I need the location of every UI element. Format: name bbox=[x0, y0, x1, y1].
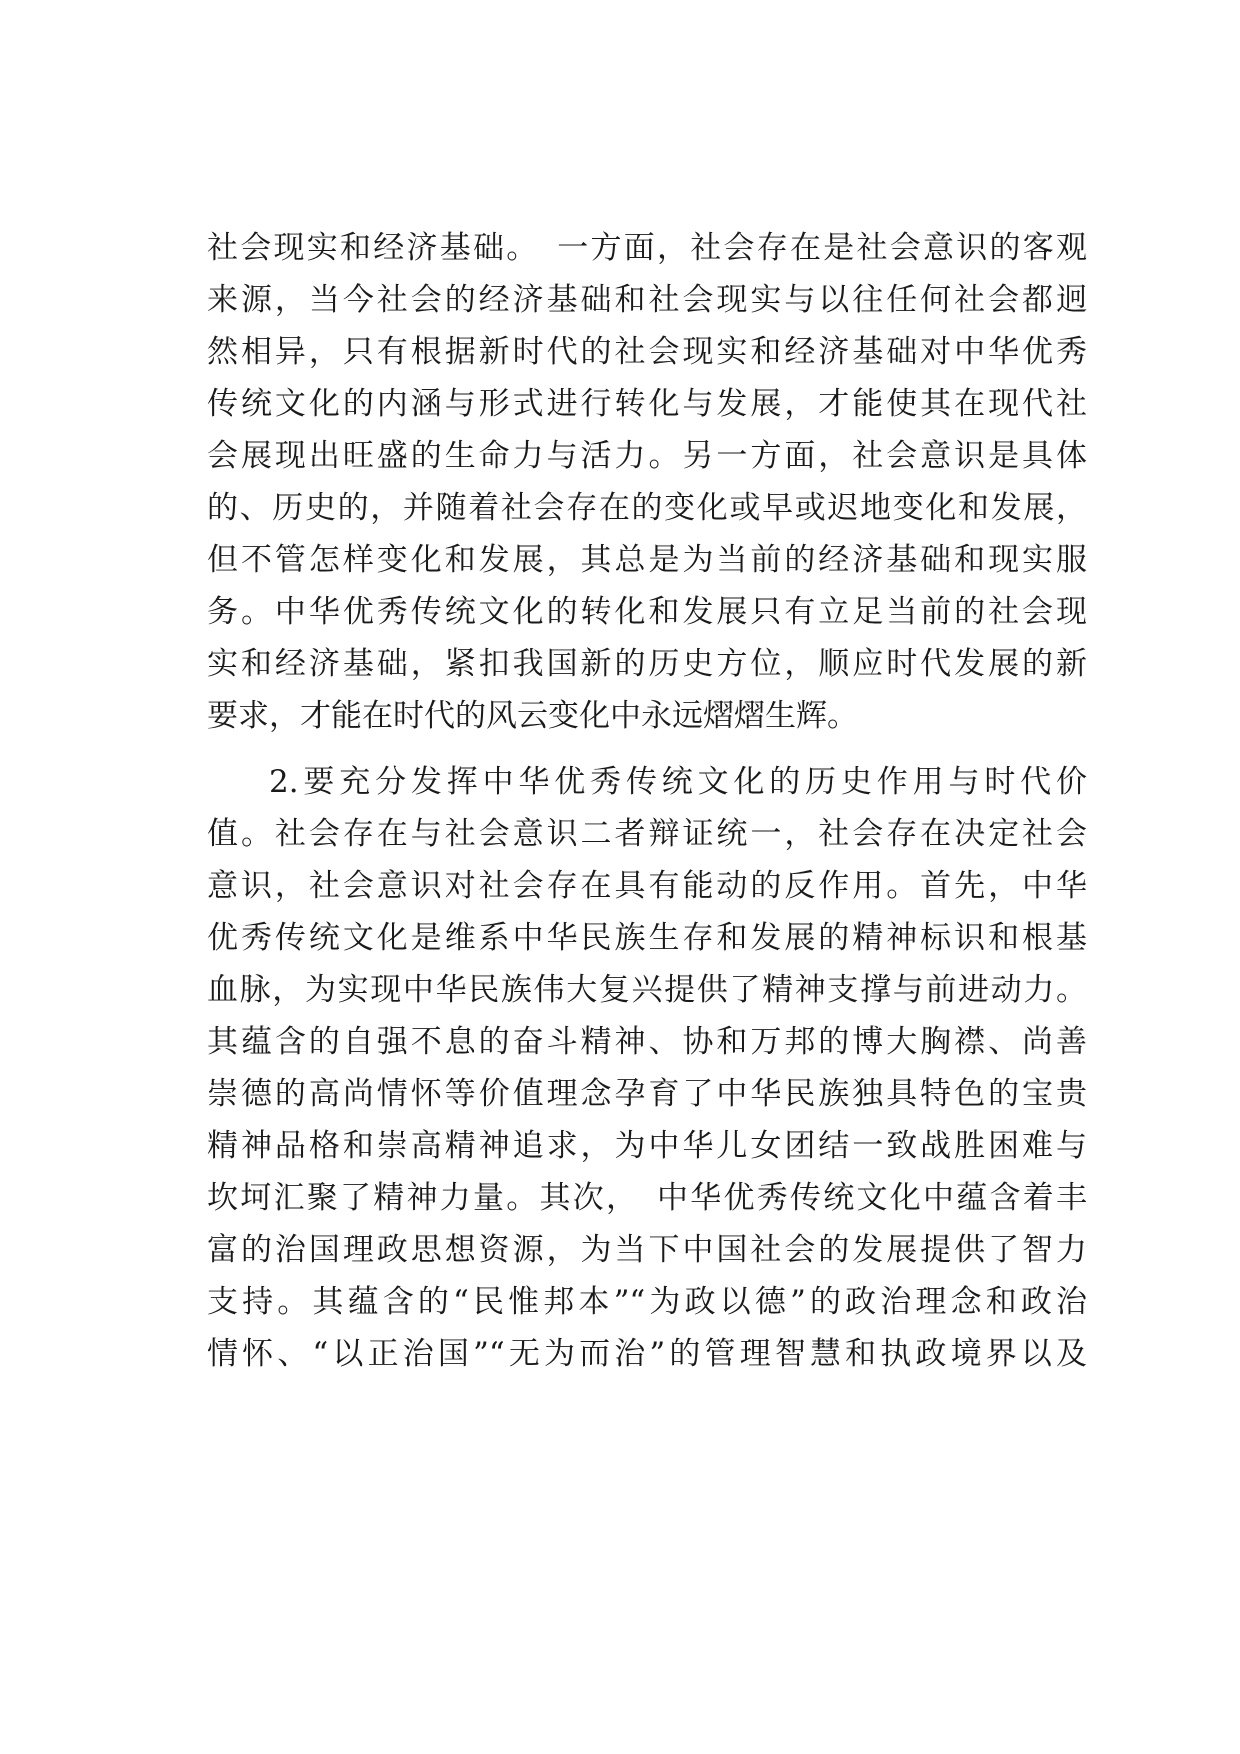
text-line: 坎坷汇聚了精神力量。其次， 中华优秀传统文化中蕴含着丰 bbox=[207, 1180, 1087, 1216]
body-text bbox=[207, 222, 1087, 1380]
text-line: 然相异，只有根据新时代的社会现实和经济基础对中华优秀 bbox=[207, 334, 1087, 370]
text-line: 意识，社会意识对社会存在具有能动的反作用。首先，中华 bbox=[207, 868, 1087, 904]
text-line: 2.要充分发挥中华优秀传统文化的历史作用与时代价 bbox=[269, 764, 1087, 800]
text-line: 要求，才能在时代的风云变化中永远熠熠生辉。 bbox=[207, 698, 858, 734]
text-line: 其蕴含的自强不息的奋斗精神、协和万邦的博大胸襟、尚善 bbox=[207, 1024, 1087, 1060]
text-line: 务。中华优秀传统文化的转化和发展只有立足当前的社会现 bbox=[207, 594, 1087, 630]
text-line: 精神品格和崇高精神追求，为中华儿女团结一致战胜困难与 bbox=[207, 1128, 1087, 1164]
text-line: 传统文化的内涵与形式进行转化与发展，才能使其在现代社 bbox=[207, 386, 1087, 422]
paragraph-2 bbox=[207, 756, 1087, 1380]
text-line: 会展现出旺盛的生命力与活力。另一方面，社会意识是具体 bbox=[207, 438, 1087, 474]
text-line: 实和经济基础，紧扣我国新的历史方位，顺应时代发展的新 bbox=[207, 646, 1087, 682]
text-line: 值。社会存在与社会意识二者辩证统一，社会存在决定社会 bbox=[207, 816, 1087, 852]
text-line: 崇德的高尚情怀等价值理念孕育了中华民族独具特色的宝贵 bbox=[207, 1076, 1087, 1112]
text-line: 情怀、“以正治国”“无为而治”的管理智慧和执政境界以及 bbox=[207, 1336, 1087, 1372]
text-line: 富的治国理政思想资源，为当下中国社会的发展提供了智力 bbox=[207, 1232, 1087, 1268]
paragraph-1 bbox=[207, 222, 1087, 742]
text-line: 支持。其蕴含的“民惟邦本”“为政以德”的政治理念和政治 bbox=[207, 1284, 1087, 1320]
text-line: 来源，当今社会的经济基础和社会现实与以往任何社会都迥 bbox=[207, 282, 1087, 318]
text-line: 社会现实和经济基础。 一方面，社会存在是社会意识的客观 bbox=[207, 230, 1087, 266]
paragraph-spacer bbox=[207, 742, 1087, 756]
text-line: 血脉，为实现中华民族伟大复兴提供了精神支撑与前进动力。 bbox=[207, 972, 1087, 1008]
text-line: 但不管怎样变化和发展，其总是为当前的经济基础和现实服 bbox=[207, 542, 1087, 578]
text-line: 优秀传统文化是维系中华民族生存和发展的精神标识和根基 bbox=[207, 920, 1087, 956]
text-line: 的、历史的，并随着社会存在的变化或早或迟地变化和发展， bbox=[207, 490, 1087, 526]
